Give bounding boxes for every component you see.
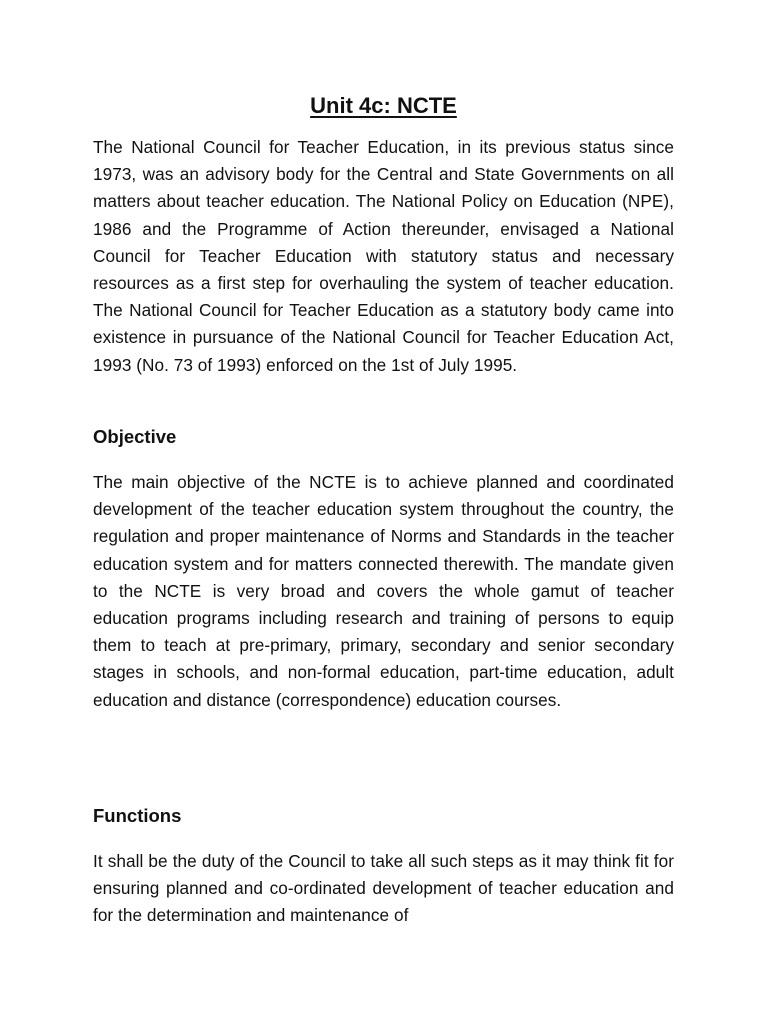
objective-paragraph: The main objective of the NCTE is to achieve planned and coordinated development of the teacher education system throughout the country, the regulation and proper maintenance of Norms and Standards in the teacher education system and for matters connected therewith. The mandate given to the NCTE is very broad and covers the whole gamut of teacher education programs including research and training of persons to equip them to teach at pre-primary, primary, secondary and senior secondary stages in schools, and non-formal education, part-time education, adult education and distance (correspondence) education courses. (93, 472, 674, 710)
functions-paragraph: It shall be the duty of the Council to take all such steps as it may think fit for ensuring planned and co-ordinated development of teacher education and for the determination and maintenance of (93, 851, 674, 926)
section-heading-objective: Objective (93, 426, 177, 447)
page-title: Unit 4c: NCTE (310, 93, 457, 118)
section-heading-functions: Functions (93, 805, 182, 826)
intro-paragraph: The National Council for Teacher Education, in its previous status since 1973, was an advisory body for the Central and State Governments on all matters about teacher education. The National Policy on Education (NPE), 1986 and the Programme of Action thereunder, envisaged a National Council for Teacher Education with statutory status and necessary resources as a first step for overhauling the system of teacher education. The National Council for Teacher Education as a statutory body came into existence in pursuance of the National Council for Teacher Education Act, 1993 (No. 73 of 1993) enforced on the 1st of July 1995. (93, 137, 674, 375)
